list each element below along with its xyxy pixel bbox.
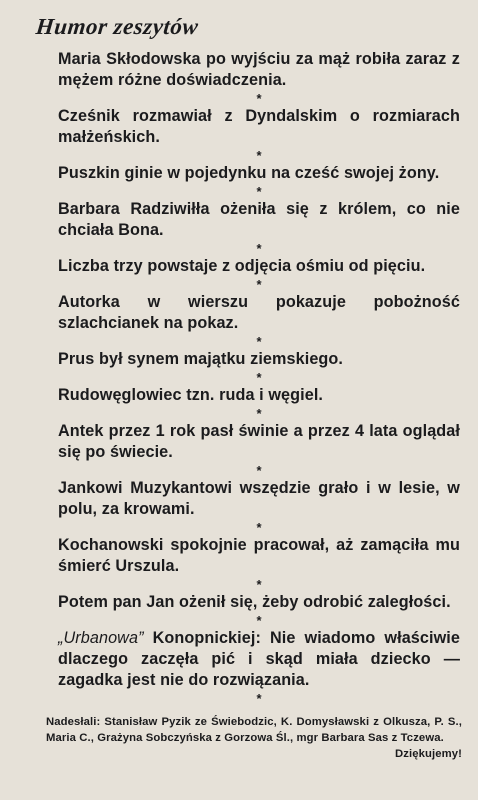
entry-9	[58, 421, 460, 463]
separator-star: *	[256, 613, 262, 628]
entry-2	[58, 106, 460, 148]
entry-text: Rudowęglowiec tzn. ruda i węgiel.	[58, 386, 324, 404]
entry-text: Jankowi Muzykantowi wszędzie grało i w lesie, w polu, za krowami.	[58, 479, 460, 518]
entry-12	[58, 592, 460, 613]
entry-text: Barbara Radziwiłła ożeniła się z królem, co nie chciała Bona.	[58, 200, 460, 239]
entry-3	[58, 163, 460, 184]
entry-8	[58, 385, 460, 406]
entry-text: Kochanowski spokojnie pracował, aż zamąciła mu śmierć Urszula.	[58, 536, 460, 575]
separator-star: *	[256, 241, 262, 256]
separator-star: *	[256, 334, 262, 349]
entry-4	[58, 199, 460, 241]
separator-star: *	[256, 91, 262, 106]
separator-star: *	[256, 277, 262, 292]
entry-5	[58, 256, 460, 277]
entry-text: Puszkin ginie w pojedynku na cześć swojej żony.	[58, 164, 440, 182]
article-title: Humor zeszytów	[34, 14, 200, 39]
footer-thanks: Dziękujemy!	[394, 748, 462, 760]
separator-star: *	[256, 370, 262, 385]
entry-text: Potem pan Jan ożenił się, żeby odrobić zaległości.	[58, 593, 451, 611]
separator-star: *	[256, 577, 262, 592]
entry-text: Maria Skłodowska po wyjściu za mąż robiła zaraz z mężem różne doświadczenia.	[58, 50, 460, 89]
footer-label: Nadesłali:	[46, 716, 101, 728]
entries-list	[58, 49, 460, 706]
entry-text: Prus był synem majątku ziemskiego.	[58, 350, 343, 368]
entry-1	[58, 49, 460, 91]
entry-13	[58, 628, 460, 691]
contributors-footer	[46, 714, 462, 760]
entry-text: Konopnickiej: Nie wiadomo właściwie dlaczego zaczęła pić i skąd miała dziecko — zagadka jest nie do rozwiązania.	[58, 629, 460, 689]
entry-text: Antek przez 1 rok pasł świnie a przez 4 lata oglądał się po świecie.	[58, 422, 460, 461]
work-title: „Urbanowa”	[58, 629, 144, 647]
separator-star: *	[256, 148, 262, 163]
entry-6	[58, 292, 460, 334]
entry-11	[58, 535, 460, 577]
entry-text: Cześnik rozmawiał z Dyndalskim o rozmiarach małżeńskich.	[58, 107, 460, 146]
separator-star: *	[256, 463, 262, 478]
footer-contributors: Stanisław Pyzik ze Świebodzic, K. Domysławski z Olkusza, P. S., Maria C., Grażyna Sobczyńska z Gorzowa Śl., mgr Barbara Sas z Tczewa.	[46, 716, 462, 744]
entry-text: Liczba trzy powstaje z odjęcia ośmiu od pięciu.	[58, 257, 426, 275]
separator-star: *	[256, 184, 262, 199]
separator-star: *	[256, 691, 262, 706]
entry-7	[58, 349, 460, 370]
entry-10	[58, 478, 460, 520]
separator-star: *	[256, 520, 262, 535]
entry-text: Autorka w wierszu pokazuje pobożność szlachcianek na pokaz.	[58, 293, 460, 332]
separator-star: *	[256, 406, 262, 421]
